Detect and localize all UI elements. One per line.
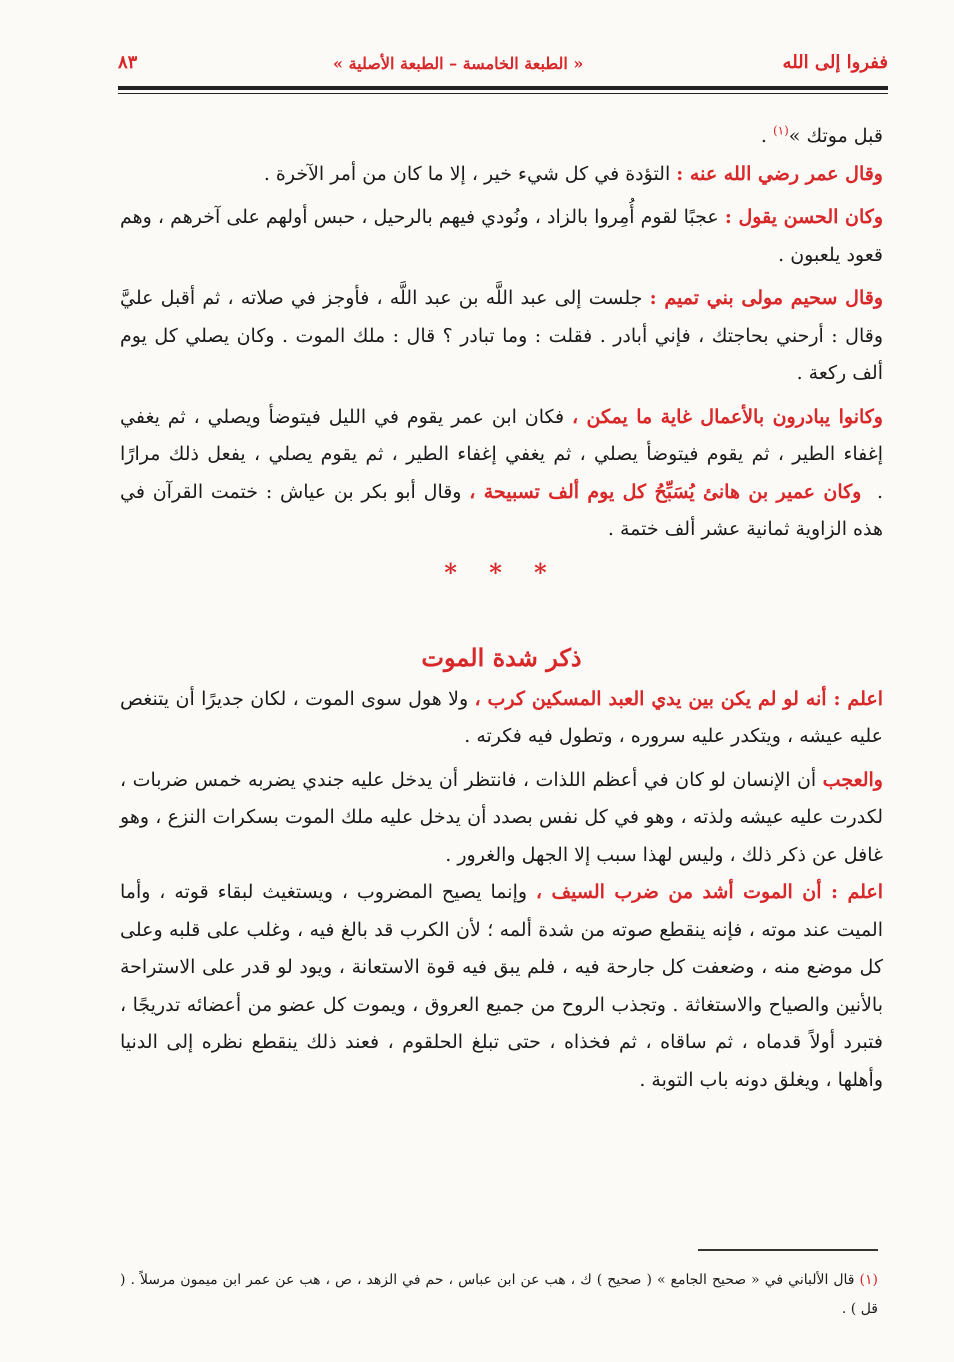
paragraph-text: فكان ابن عمر يقوم في الليل فيتوضأ ويصلي ، ثم يغفي إغفاء الطير ، ثم يقوم فيتوضأ يصلي ، ثم يغفي إغفاء الطير ، ثم يقوم يصلي ، يفعل ذلك مرارًا . bbox=[120, 405, 883, 503]
paragraph bbox=[120, 199, 883, 274]
footnotes bbox=[120, 1266, 878, 1324]
paragraph bbox=[120, 874, 883, 1099]
paragraph-text: وإنما يصيح المضروب ، ويستغيث لبقاء قوته ، وأما الميت عند موته ، فإنه ينقطع صوته من شدة ألمه ؛ لأن الكرب قد بالغ فيه ، وغلب على قلبه وعلى كل موضع منه ، وضعفت كل جارحة فيه ، فلم يبق فيه قوة الاستعانة ، ويود لو قدر على الاستراحة بالأنين والصياح والاستغاثة . وتجذب الروح من جميع العروق ، ويموت كل عضو من أعضائه تدريجًا ، فتبرد أولاً قدماه ، ثم ساقاه ، ثم فخذاه ، حتى تبلغ الحلقوم ، فعند ذلك ينقطع نظره إلى الدنيا وأهلها ، ويغلق دونه باب التوبة . bbox=[120, 881, 883, 1091]
paragraph-text: ولا هول سوى الموت ، لكان جديرًا أن يتنغص عليه عيشه ، ويتكدر عليه سروره ، وتطول فيه فكرته . bbox=[120, 687, 883, 747]
footnote-text: قال الألباني في « صحيح الجامع » ( صحيح ) ك ، هب عن ابن عباس ، حم في الزهد ، ص ، هب عن عمر ابن ميمون مرسلاً . ( قل ) . bbox=[120, 1272, 878, 1317]
paragraph-lead: وكان عمير بن هانئ يُسَبِّحُ كل يوم ألف تسبيحة ، bbox=[469, 480, 862, 503]
paragraph bbox=[120, 681, 883, 756]
section-heading: ذكر شدة الموت bbox=[421, 642, 582, 672]
paragraph bbox=[120, 280, 883, 393]
paragraph-lead: اعلم : أن الموت أشد من ضرب السيف ، bbox=[535, 881, 884, 903]
edition-label: « الطبعة الخامسة – الطبعة الأصلية » bbox=[333, 54, 584, 73]
paragraph bbox=[120, 399, 883, 549]
paragraph bbox=[120, 156, 883, 194]
section-divider: * * * bbox=[444, 557, 559, 587]
header-rule-thin bbox=[118, 93, 888, 94]
paragraph-lead: والعجب bbox=[822, 768, 883, 791]
paragraph-lead: وكانوا يبادرون بالأعمال غاية ما يمكن ، bbox=[571, 405, 883, 428]
paragraph-text: جلست إلى عبد اللَّه بن عبد اللَّه ، فأوجز في صلاته ، ثم أقبل عليَّ وقال : أرحني بحاجتك ، فإني أبادر . فقلت : وما تبادر ؟ قال : ملك الموت . وكان يصلي كل يوم ألف ركعة . bbox=[120, 287, 883, 384]
paragraph bbox=[120, 762, 883, 875]
paragraph-lead: وقال سحيم مولى بني تميم : bbox=[649, 287, 883, 309]
paragraph-text: أن الإنسان لو كان في أعظم اللذات ، فانتظر أن يدخل عليه جندي يضربه خمس ضربات ، لكدرت عليه عيشه ولذته ، وهو في كل نفس بصدد أن يدخل عليه ملك الموت بسكرات النزع ، وهو غافل عن ذكر ذلك ، وليس لهذا سبب إلا الجهل والغرور . bbox=[120, 768, 883, 866]
book-title: ففروا إلى الله bbox=[782, 52, 888, 73]
footnote-separator bbox=[698, 1249, 878, 1251]
paragraph-text: وقال أبو بكر بن عياش : ختمت القرآن في هذه الزاوية ثمانية عشر ألف ختمة . bbox=[120, 480, 883, 540]
footnote-number: (١) bbox=[859, 1272, 878, 1288]
page-body bbox=[120, 118, 883, 1099]
paragraph-text: عجبًا لقوم أُمِروا بالزاد ، ونُودي فيهم بالرحيل ، حبس أولهم على آخرهم ، وهم قعود يلعبون . bbox=[120, 206, 883, 266]
paragraph-text: قبل موتك » bbox=[788, 125, 883, 147]
paragraph-text: التؤدة في كل شيء خير ، إلا ما كان من أمر الآخرة . bbox=[263, 162, 677, 185]
paragraph-lead: وكان الحسن يقول : bbox=[724, 206, 883, 228]
paragraph bbox=[120, 118, 883, 156]
paragraph-lead: اعلم : أنه لو لم يكن بين يدي العبد المسكين كرب ، bbox=[474, 687, 883, 710]
header-rule bbox=[118, 86, 888, 90]
paragraph-text: . bbox=[760, 125, 773, 147]
page-number: ٨٣ bbox=[118, 52, 138, 73]
footnote-ref: (١) bbox=[772, 123, 789, 138]
paragraph-lead: وقال عمر رضي الله عنه : bbox=[676, 162, 883, 185]
running-header bbox=[118, 44, 888, 84]
footnote bbox=[120, 1266, 878, 1324]
